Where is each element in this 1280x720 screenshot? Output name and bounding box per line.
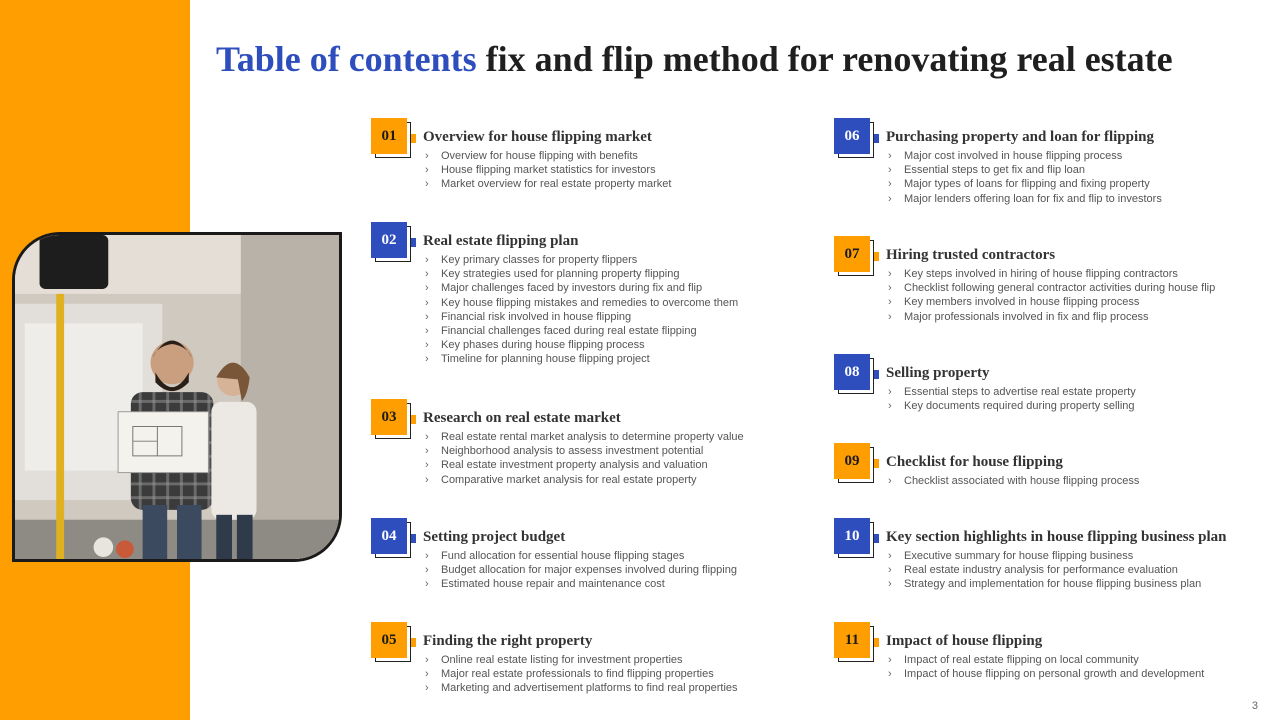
section-number-badge: 04 [371,518,411,558]
list-item: › Major types of loans for flipping and fixing property [888,178,1150,191]
chevron-right-icon: › [425,668,429,681]
section-number-badge: 09 [834,443,874,483]
list-item: › Online real estate listing for investment properties [425,654,683,666]
section-number-badge: 01 [371,118,411,158]
list-item: › Key documents required during property selling [888,400,1135,413]
chevron-right-icon: › [888,550,892,562]
list-item: › Financial risk involved in house flipping [425,310,632,323]
section-title: Impact of house flipping [886,633,1043,649]
chevron-right-icon: › [888,578,892,591]
list-item: › Key members involved in house flipping process [888,296,1140,309]
chevron-right-icon: › [425,445,429,458]
section-items [886,267,1215,324]
chevron-right-icon: › [425,325,429,338]
chevron-right-icon: › [425,164,429,177]
list-item: › Strategy and implementation for house flipping business plan [888,578,1202,591]
chevron-right-icon: › [425,459,429,472]
section-title: Purchasing property and loan for flipping [886,129,1154,145]
chevron-right-icon: › [425,564,429,577]
list-item: › Comparative market analysis for real estate property [425,473,697,486]
chevron-right-icon: › [425,578,429,591]
section-items [886,549,1201,592]
section-items [886,385,1136,413]
section-title: Research on real estate market [423,410,621,426]
title-highlight: Table of contents [216,39,477,79]
section-number-badge: 05 [371,622,411,662]
chevron-right-icon: › [888,668,892,681]
chevron-right-icon: › [888,654,892,666]
section-number-badge: 10 [834,518,874,558]
list-item: › Impact of real estate flipping on local community [888,654,1139,666]
list-item: › Major real estate professionals to find flipping properties [425,668,714,681]
chevron-right-icon: › [888,178,892,191]
section-title: Selling property [886,365,990,381]
chevron-right-icon: › [425,473,429,486]
list-item: › Marketing and advertisement platforms to find real properties [425,682,738,695]
chevron-right-icon: › [425,254,429,266]
section-title: Key section highlights in house flipping business plan [886,529,1227,545]
section-number-badge: 11 [834,622,874,662]
section-title: Hiring trusted contractors [886,247,1056,263]
section-number-badge: 03 [371,399,411,439]
chevron-right-icon: › [425,282,429,295]
chevron-right-icon: › [425,178,429,191]
chevron-right-icon: › [425,353,429,366]
list-item: › Major cost involved in house flipping process [888,150,1123,162]
chevron-right-icon: › [888,164,892,177]
chevron-right-icon: › [425,431,429,443]
section-title: Setting project budget [423,529,566,545]
list-item: › Timeline for planning house flipping project [425,353,650,366]
list-item: › Real estate rental market analysis to determine property value [425,431,744,443]
section-items [886,149,1162,206]
section-number-badge: 06 [834,118,874,158]
page-title [216,38,1256,80]
chevron-right-icon: › [425,268,429,281]
list-item: › Estimated house repair and maintenance cost [425,578,665,591]
chevron-right-icon: › [888,386,892,398]
list-item: › Major lenders offering loan for fix and flip to investors [888,192,1162,205]
list-item: › Key house flipping mistakes and remedies to overcome them [425,296,739,309]
section-items [886,474,1139,488]
list-item: › Major professionals involved in fix and flip process [888,310,1149,323]
list-item: › Fund allocation for essential house flipping stages [425,550,685,562]
list-item: › Essential steps to advertise real estate property [888,386,1136,398]
chevron-right-icon: › [888,564,892,577]
section-title: Finding the right property [423,633,593,649]
chevron-right-icon: › [425,150,429,162]
chevron-right-icon: › [425,550,429,562]
page-number: 3 [1251,700,1258,712]
list-item: › Neighborhood analysis to assess investment potential [425,445,704,458]
chevron-right-icon: › [888,268,892,280]
list-item: › Financial challenges faced during real estate flipping [425,325,697,338]
list-item: › Key primary classes for property flippers [425,254,638,266]
list-item: › Checklist associated with house flipping process [888,475,1140,487]
list-item: › Checklist following general contractor activities during house flip [888,282,1216,295]
chevron-right-icon: › [888,475,892,487]
chevron-right-icon: › [888,296,892,309]
section-number-badge: 07 [834,236,874,276]
chevron-right-icon: › [425,310,429,323]
section-number-badge: 02 [371,222,411,262]
chevron-right-icon: › [888,192,892,205]
title-rest: fix and flip method for renovating real estate [476,39,1173,79]
list-item: › Major challenges faced by investors during fix and flip [425,282,703,295]
list-item: › Market overview for real estate property market [425,178,672,191]
chevron-right-icon: › [425,682,429,695]
section-title: Real estate flipping plan [423,233,579,249]
chevron-right-icon: › [888,310,892,323]
list-item: › Essential steps to get fix and flip loan [888,164,1085,177]
chevron-right-icon: › [888,400,892,413]
chevron-right-icon: › [425,654,429,666]
list-item: › Key phases during house flipping process [425,339,645,352]
section-items [423,253,738,367]
renovation-photo [12,232,342,562]
list-item: › Real estate industry analysis for performance evaluation [888,564,1178,577]
chevron-right-icon: › [888,282,892,295]
section-title: Overview for house flipping market [423,129,652,145]
list-item: › Budget allocation for major expenses involved during flipping [425,564,737,577]
section-items [423,149,671,192]
list-item: › Impact of house flipping on personal growth and development [888,668,1205,681]
chevron-right-icon: › [425,296,429,309]
section-items [423,653,738,696]
list-item: › Overview for house flipping with benefits [425,150,638,162]
list-item: › Real estate investment property analysis and valuation [425,459,708,472]
chevron-right-icon: › [888,150,892,162]
chevron-right-icon: › [425,339,429,352]
list-item: › Key strategies used for planning property flipping [425,268,680,281]
section-items [886,653,1204,681]
section-items [423,549,737,592]
section-items [423,430,744,487]
list-item: › House flipping market statistics for investors [425,164,656,177]
list-item: › Key steps involved in hiring of house flipping contractors [888,268,1178,280]
section-number-badge: 08 [834,354,874,394]
section-title: Checklist for house flipping [886,454,1063,470]
list-item: › Executive summary for house flipping business [888,550,1134,562]
